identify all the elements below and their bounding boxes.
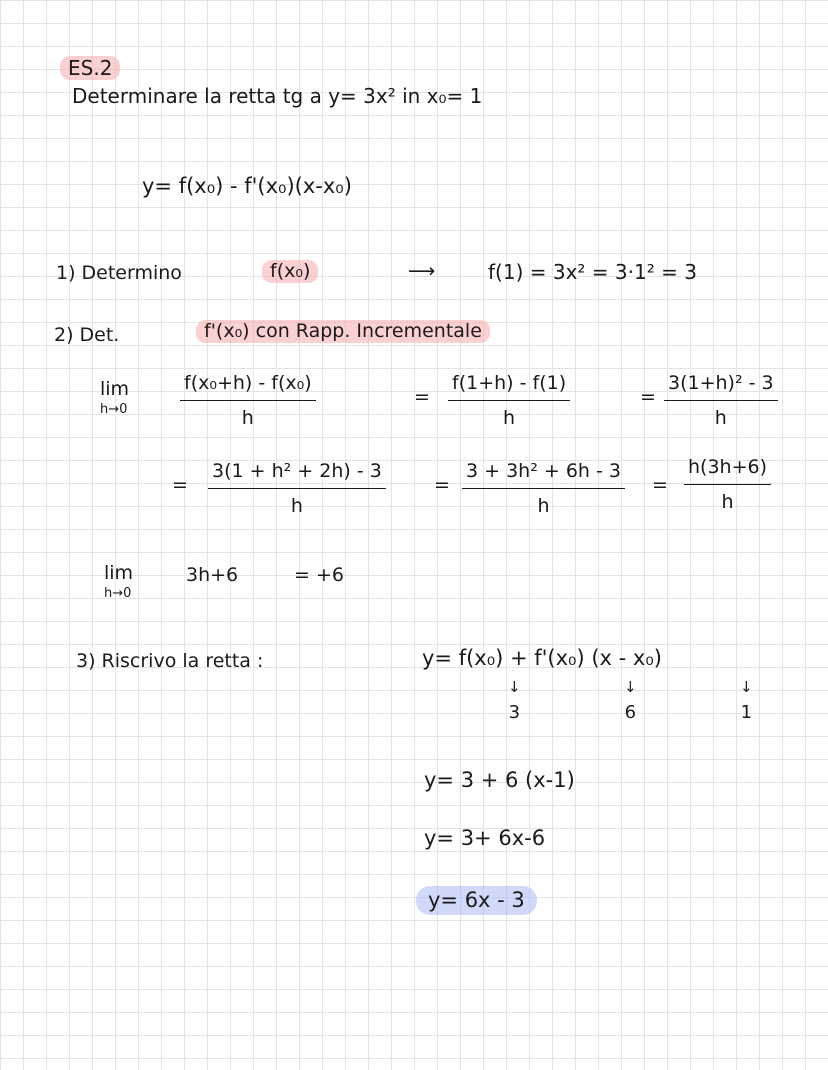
step3-line1: y= 3 + 6 (x-1) bbox=[424, 768, 575, 792]
limit-2 bbox=[104, 562, 133, 601]
fraction-3-den: h bbox=[714, 407, 727, 429]
step2-label: 2) Det. bbox=[54, 324, 120, 346]
arrow-down-icon: ↓ bbox=[508, 678, 521, 696]
fraction-5-den: h bbox=[537, 495, 550, 517]
sub-x0-value: 1 bbox=[740, 702, 753, 723]
fraction-1 bbox=[180, 372, 316, 429]
fraction-5-num: 3 + 3h² + 6h - 3 bbox=[466, 460, 621, 482]
sub-fp-x0 bbox=[624, 678, 637, 723]
fraction-1-num: f(x₀+h) - f(x₀) bbox=[184, 372, 312, 394]
step3-formula: y= f(x₀) + f'(x₀) (x - x₀) bbox=[422, 646, 662, 670]
fraction-2-den: h bbox=[503, 407, 516, 429]
equals-2: = bbox=[640, 386, 656, 408]
exercise-label: ES.2 bbox=[60, 56, 120, 80]
step1-label: 1) Determino bbox=[56, 262, 182, 284]
step3-line2: y= 3+ 6x-6 bbox=[424, 826, 546, 850]
fraction-2-num: f(1+h) - f(1) bbox=[452, 372, 567, 394]
fraction-5 bbox=[462, 460, 625, 517]
limit-2-result: = +6 bbox=[294, 564, 344, 586]
fraction-1-den: h bbox=[241, 407, 254, 429]
fraction-4-num: 3(1 + h² + 2h) - 3 bbox=[212, 460, 382, 482]
step3-label: 3) Riscrivo la retta : bbox=[76, 650, 264, 672]
fraction-3 bbox=[664, 372, 778, 429]
fraction-3-num: 3(1+h)² - 3 bbox=[668, 372, 774, 394]
sub-f-x0 bbox=[508, 678, 521, 723]
equals-5: = bbox=[652, 474, 668, 496]
final-result: y= 6x - 3 bbox=[416, 886, 537, 915]
fraction-6-num: h(3h+6) bbox=[688, 456, 768, 478]
limit-1 bbox=[100, 378, 129, 417]
equals-1: = bbox=[414, 386, 430, 408]
tangent-formula: y= f(x₀) - f'(x₀)(x-x₀) bbox=[142, 174, 352, 198]
step1-calc: f(1) = 3x² = 3·1² = 3 bbox=[488, 260, 697, 284]
fraction-6 bbox=[684, 456, 771, 513]
equals-3: = bbox=[172, 474, 188, 496]
limit-1-sub: h→0 bbox=[100, 402, 128, 417]
limit-2-word: lim bbox=[104, 562, 134, 584]
fraction-4 bbox=[208, 460, 386, 517]
step1-term: f(x₀) bbox=[262, 260, 318, 283]
fraction-2 bbox=[448, 372, 570, 429]
step1-arrow: ⟶ bbox=[408, 260, 436, 282]
limit-2-sub: h→0 bbox=[104, 586, 132, 601]
sub-x0 bbox=[740, 678, 753, 723]
arrow-down-icon: ↓ bbox=[740, 678, 753, 696]
fraction-6-den: h bbox=[721, 491, 734, 513]
step2-term: f'(x₀) con Rapp. Incrementale bbox=[196, 320, 490, 343]
sub-f-value: 3 bbox=[508, 702, 521, 723]
equals-4: = bbox=[434, 474, 450, 496]
limit-1-word: lim bbox=[100, 378, 130, 400]
task-statement: Determinare la retta tg a y= 3x² in x₀= 1 bbox=[72, 84, 483, 108]
limit-2-expression: 3h+6 bbox=[186, 564, 239, 586]
sub-fp-value: 6 bbox=[624, 702, 637, 723]
arrow-down-icon: ↓ bbox=[624, 678, 637, 696]
fraction-4-den: h bbox=[290, 495, 303, 517]
